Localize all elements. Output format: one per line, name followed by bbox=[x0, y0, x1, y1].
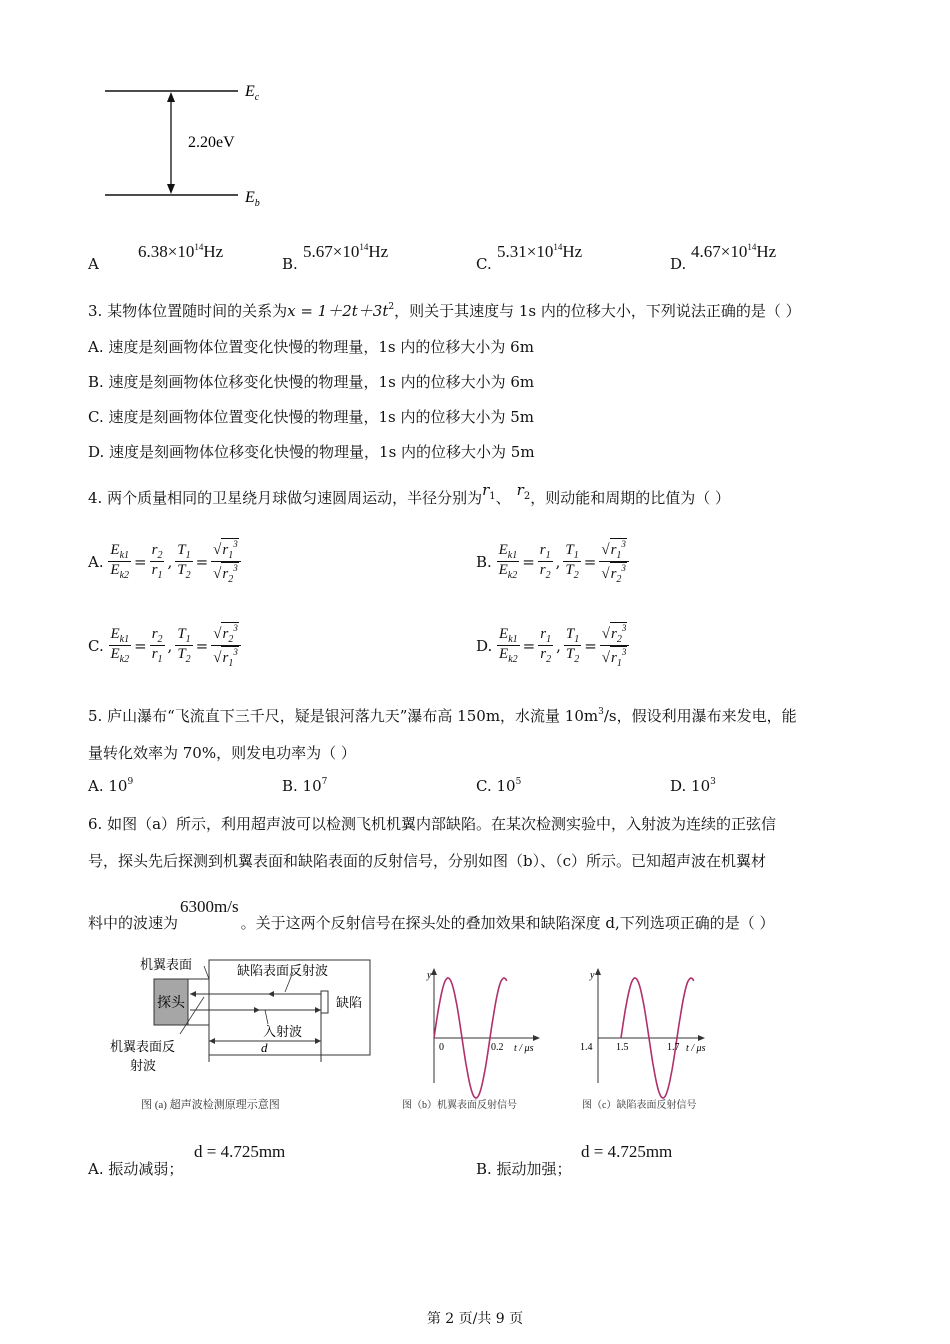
svg-text:0.2: 0.2 bbox=[491, 1042, 504, 1053]
label-d: d bbox=[261, 1040, 268, 1055]
label-defect: 缺陷 bbox=[336, 995, 363, 1010]
q3-option-b[interactable]: B. 速度是刻画物体位移变化快慢的物理量，1s 内的位移大小为 6m bbox=[88, 373, 535, 391]
lower-level-label: E bbox=[245, 189, 255, 206]
svg-text:y: y bbox=[427, 970, 432, 981]
svg-text:1.5: 1.5 bbox=[616, 1042, 629, 1053]
label-incident: 入射波 bbox=[263, 1024, 303, 1039]
figure-c-defect-signal bbox=[576, 960, 746, 1120]
label-surface: 机翼表面 bbox=[140, 957, 193, 972]
caption-b: 图（b）机翼表面反射信号 bbox=[402, 1100, 517, 1111]
page-footer: 第 2 页/共 9 页 bbox=[426, 1311, 524, 1327]
q5-option-d[interactable]: D. $10^3$ bbox=[670, 777, 716, 795]
q5-option-b[interactable]: B. $10^7$ bbox=[282, 777, 328, 795]
figure-b-surface-signal bbox=[396, 960, 566, 1120]
svg-text:y: y bbox=[590, 970, 595, 981]
q6-stem-line3: 料中的波速为6300m/s。关于这两个反射信号在探头处的叠加效果和缺陷深度 d,下列选项正确的是（ ） bbox=[88, 897, 775, 932]
ek-ratio: $\frac{E_{k1}}{E_{k2}}$ bbox=[110, 542, 130, 581]
q5-option-a[interactable]: A. $10^9$ bbox=[88, 777, 134, 795]
q4-option-d[interactable]: D. $\frac{E_{k1}}{E_{k2}}$ = $\frac{r_1}{r_2}$ , $\frac{T_1}{T_2}$ = $\frac{√r_2^3}{√r_1^3}$ bbox=[476, 622, 629, 669]
caption-c: 图（c）缺陷表面反射信号 bbox=[582, 1100, 697, 1111]
q3-option-d[interactable]: D. 速度是刻画物体位移变化快慢的物理量，1s 内的位移大小为 5m bbox=[88, 443, 535, 461]
q5-stem-line1: 5. 庐山瀑布“飞流直下三千尺，疑是银河落九天”瀑布高 150m，水流量 $10m^3/s$，假设利用瀑布来发电，能 bbox=[88, 707, 797, 725]
svg-text:1.7: 1.7 bbox=[667, 1042, 680, 1053]
q3-stem: 3. 某物体位置随时间的关系为$x = 1+2t+3t^2$，则关于其速度与 1s 内的位移大小，下列说法正确的是（ ） bbox=[88, 302, 801, 320]
q3-option-c[interactable]: C. 速度是刻画物体位置变化快慢的物理量，1s 内的位移大小为 5m bbox=[88, 408, 535, 426]
q5-option-c[interactable]: C. $10^5$ bbox=[476, 777, 522, 795]
svg-text:1.4: 1.4 bbox=[580, 1042, 593, 1053]
caption-a: 图 (a) 超声波检测原理示意图 bbox=[141, 1099, 280, 1111]
q4-option-b[interactable]: B. $\frac{E_{k1}}{E_{k2}}$ = $\frac{r_1}{r_2}$ , $\frac{T_1}{T_2}$ = $\frac{√r_1^3}{√r_2^3}$ bbox=[476, 538, 629, 585]
label-probe: 探头 bbox=[157, 996, 185, 1011]
wave-speed: 6300m/s bbox=[180, 897, 239, 916]
q5-stem-line2: 量转化效率为 70%，则发电功率为（ ） bbox=[88, 744, 356, 762]
q4-stem: 4. 两个质量相同的卫星绕月球做匀速圆周运动，半径分别为$r^1$、 $r^2$，则动能和周期的比值为（ ） bbox=[88, 481, 730, 507]
q6-stem-line1: 6. 如图（a）所示，利用超声波可以检测飞机机翼内部缺陷。在某次检测实验中，入射波为连续的正弦信 bbox=[88, 815, 777, 833]
energy-level-diagram bbox=[100, 74, 280, 214]
label-surface-reflect-1: 机翼表面反 bbox=[110, 1039, 176, 1054]
q4-option-a[interactable]: A. $\frac{E_{k1}}{E_{k2}}$ = $\frac{r_2}{r_1}$ , $\frac{T_1}{T_2}$ = $\frac{√r_1^3}{√r_2^3}$ bbox=[88, 538, 241, 585]
label-defect-reflect: 缺陷表面反射波 bbox=[237, 963, 329, 978]
t-ratio: $\frac{T_1}{T_2}$ bbox=[177, 542, 191, 581]
q3-option-a[interactable]: A. 速度是刻画物体位置变化快慢的物理量，1s 内的位移大小为 6m bbox=[88, 338, 534, 356]
gap-label: 2.20eV bbox=[188, 134, 235, 151]
q4-option-c[interactable]: C. $\frac{E_{k1}}{E_{k2}}$ = $\frac{r_2}{r_1}$ , $\frac{T_1}{T_2}$ = $\frac{√r_2^3}{√r_1^3}$ bbox=[88, 622, 241, 669]
q6-stem-line2: 号，探头先后探测到机翼表面和缺陷表面的反射信号，分别如图（b）、（c）所示。已知超声波在机翼材 bbox=[88, 852, 767, 870]
label-surface-reflect-2: 射波 bbox=[130, 1058, 157, 1073]
svg-text:Eb: $E_b$ bbox=[245, 189, 260, 209]
svg-text:0: 0 bbox=[439, 1042, 444, 1053]
upper-level-label: E bbox=[245, 83, 255, 100]
figure-a-schematic bbox=[100, 952, 380, 1122]
svg-text:t / μs: t / μs bbox=[686, 1043, 706, 1054]
svg-text:Ec: $E_c$ bbox=[245, 83, 260, 103]
svg-text:t / μs: t / μs bbox=[514, 1043, 534, 1054]
